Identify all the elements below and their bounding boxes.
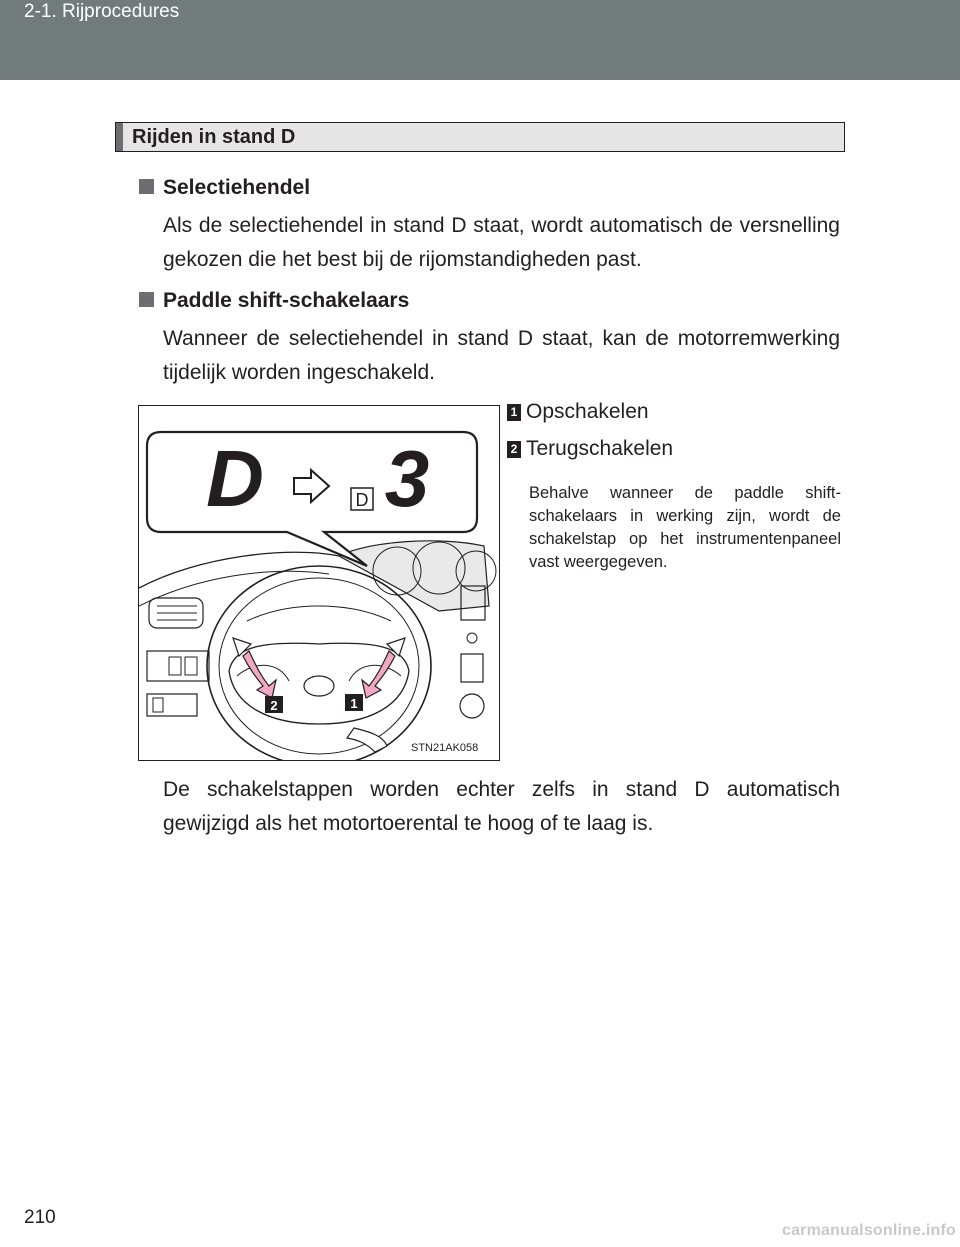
square-bullet-icon xyxy=(139,179,154,194)
chapter-title: 2-1. Rijprocedures xyxy=(24,1,180,22)
legend-item-downshift xyxy=(507,437,673,461)
badge-2-icon: 2 xyxy=(507,441,521,458)
closing-paragraph: De schakelstappen worden echter zelfs in stand D automatisch gewijzigd als het motortoerental te hoog of te laag is. xyxy=(163,778,840,835)
note-paragraph: Behalve wanneer de paddle shift-schakelaars in werking zijn, wordt de schakelstap op het instrumentenpaneel vast weergegeven. xyxy=(529,484,841,571)
badge-1-label: 1 xyxy=(350,696,358,711)
badge-2-label: 2 xyxy=(270,698,278,713)
steering-hub xyxy=(229,643,409,724)
steering-wheel-drawing xyxy=(139,406,499,760)
switch-panel xyxy=(147,651,209,681)
display-gear-to: 3 xyxy=(384,434,430,523)
section-title-bar xyxy=(116,123,123,151)
selector-paragraph: Als de selectiehendel in stand D staat, wordt automatisch de versnelling gekozen die het best bij de rijomstandigheden past. xyxy=(163,214,840,271)
switch-panel xyxy=(147,694,197,716)
paddle-paragraph: Wanneer de selectiehendel in stand D staat, kan de motorremwerking tijdelijk worden ingeschakeld. xyxy=(163,327,840,384)
selector-heading-text: Selectiehendel xyxy=(163,176,311,199)
square-bullet-icon xyxy=(139,292,154,307)
steering-wheel-illustration xyxy=(138,405,500,761)
figure-code: STN21AK058 xyxy=(411,742,479,754)
d-indicator-label: D xyxy=(355,490,369,510)
section-title-box xyxy=(115,122,845,152)
legend-label-downshift: Terugschakelen xyxy=(526,437,674,460)
right-knob xyxy=(460,694,484,718)
page-number: 210 xyxy=(24,1207,56,1228)
display-gear-from: D xyxy=(206,434,264,523)
header-band xyxy=(0,0,960,80)
paddle-heading-text: Paddle shift-schakelaars xyxy=(163,289,410,312)
badge-1-icon: 1 xyxy=(507,404,521,421)
selector-heading xyxy=(139,176,310,200)
legend-label-upshift: Opschakelen xyxy=(526,400,649,423)
legend-item-upshift xyxy=(507,400,649,424)
section-title: Rijden in stand D xyxy=(132,126,296,148)
watermark: carmanualsonline.info xyxy=(781,1222,956,1239)
paddle-heading xyxy=(139,289,409,313)
